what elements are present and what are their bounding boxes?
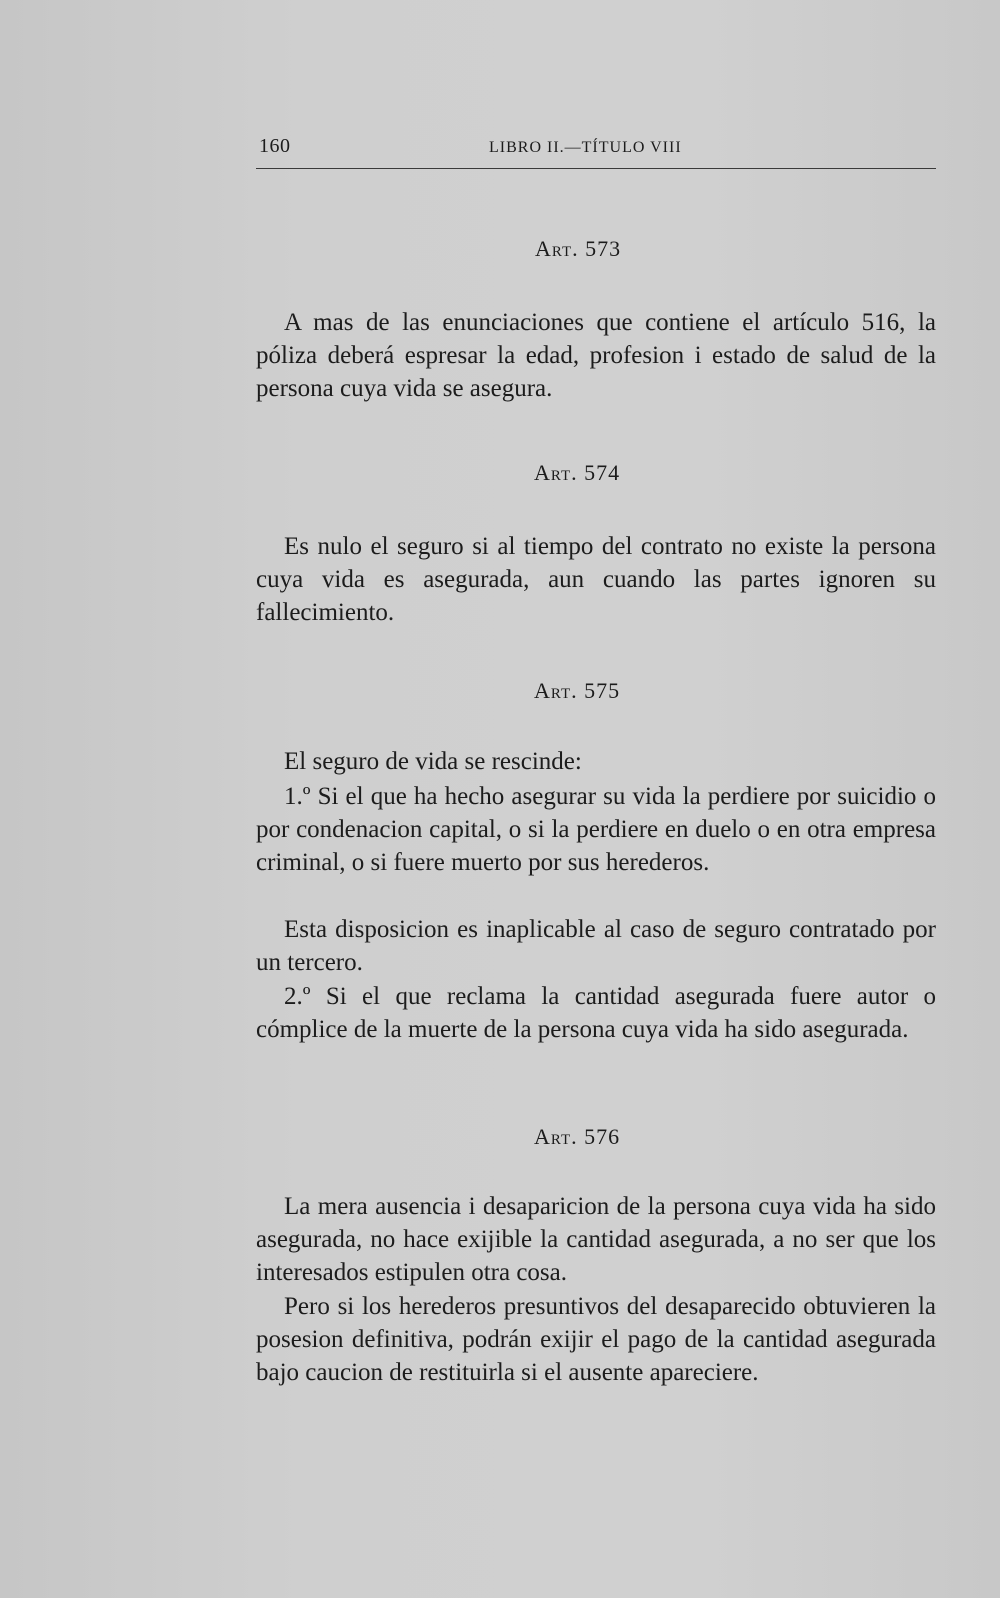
article-title-number: 576: [584, 1124, 621, 1149]
article-title-prefix: Art.: [534, 1124, 578, 1149]
article-title-574: [534, 460, 734, 486]
article-title-prefix: Art.: [535, 236, 579, 261]
article-paragraph: El seguro de vida se rescinde:: [284, 748, 582, 775]
article-title-number: 573: [585, 236, 622, 261]
article-paragraph: A mas de las enunciaciones que contiene el artículo 516, la póliza deberá espresar la edad, profesion i estado de salud de la persona cuya vida se asegura.: [256, 309, 936, 402]
article-paragraph: 2.º Si el que reclama la cantidad asegurada fuere autor o cómplice de la muerte de la persona cuya vida ha sido asegurada.: [256, 983, 936, 1043]
article-paragraph: La mera ausencia i desaparicion de la persona cuya vida ha sido asegurada, no hace exijible la cantidad asegurada, a no ser que los interesados estipulen otra cosa.: [256, 1193, 936, 1286]
article-paragraph: 1.º Si el que ha hecho asegurar su vida la perdiere por suicidio o por condenacion capital, o si la perdiere en duelo o en otra empresa criminal, o si fuere muerto por sus herederos.: [256, 783, 936, 876]
running-title: LIBRO II.—TÍTULO VIII: [489, 139, 682, 156]
article-title-576: [534, 1124, 734, 1150]
page-header: [256, 133, 936, 163]
page-number: 160: [259, 135, 291, 157]
article-title-number: 575: [584, 678, 621, 703]
article-paragraph: Esta disposicion es inaplicable al caso de seguro contratado por un tercero.: [256, 916, 936, 976]
article-title-575: [534, 678, 734, 704]
header-rule: [256, 168, 936, 169]
article-paragraph: Es nulo el seguro si al tiempo del contrato no existe la persona cuya vida es asegurada, aun cuando las partes ignoren su fallecimiento.: [256, 533, 936, 626]
article-title-573: [535, 236, 735, 262]
article-title-prefix: Art.: [534, 678, 578, 703]
article-paragraph: Pero si los herederos presuntivos del desaparecido obtuvieren la posesion definitiva, podrán exijir el pago de la cantidad asegurada bajo caucion de restituirla si el ausente apareciere.: [256, 1293, 936, 1386]
article-title-number: 574: [584, 460, 621, 485]
article-title-prefix: Art.: [534, 460, 578, 485]
